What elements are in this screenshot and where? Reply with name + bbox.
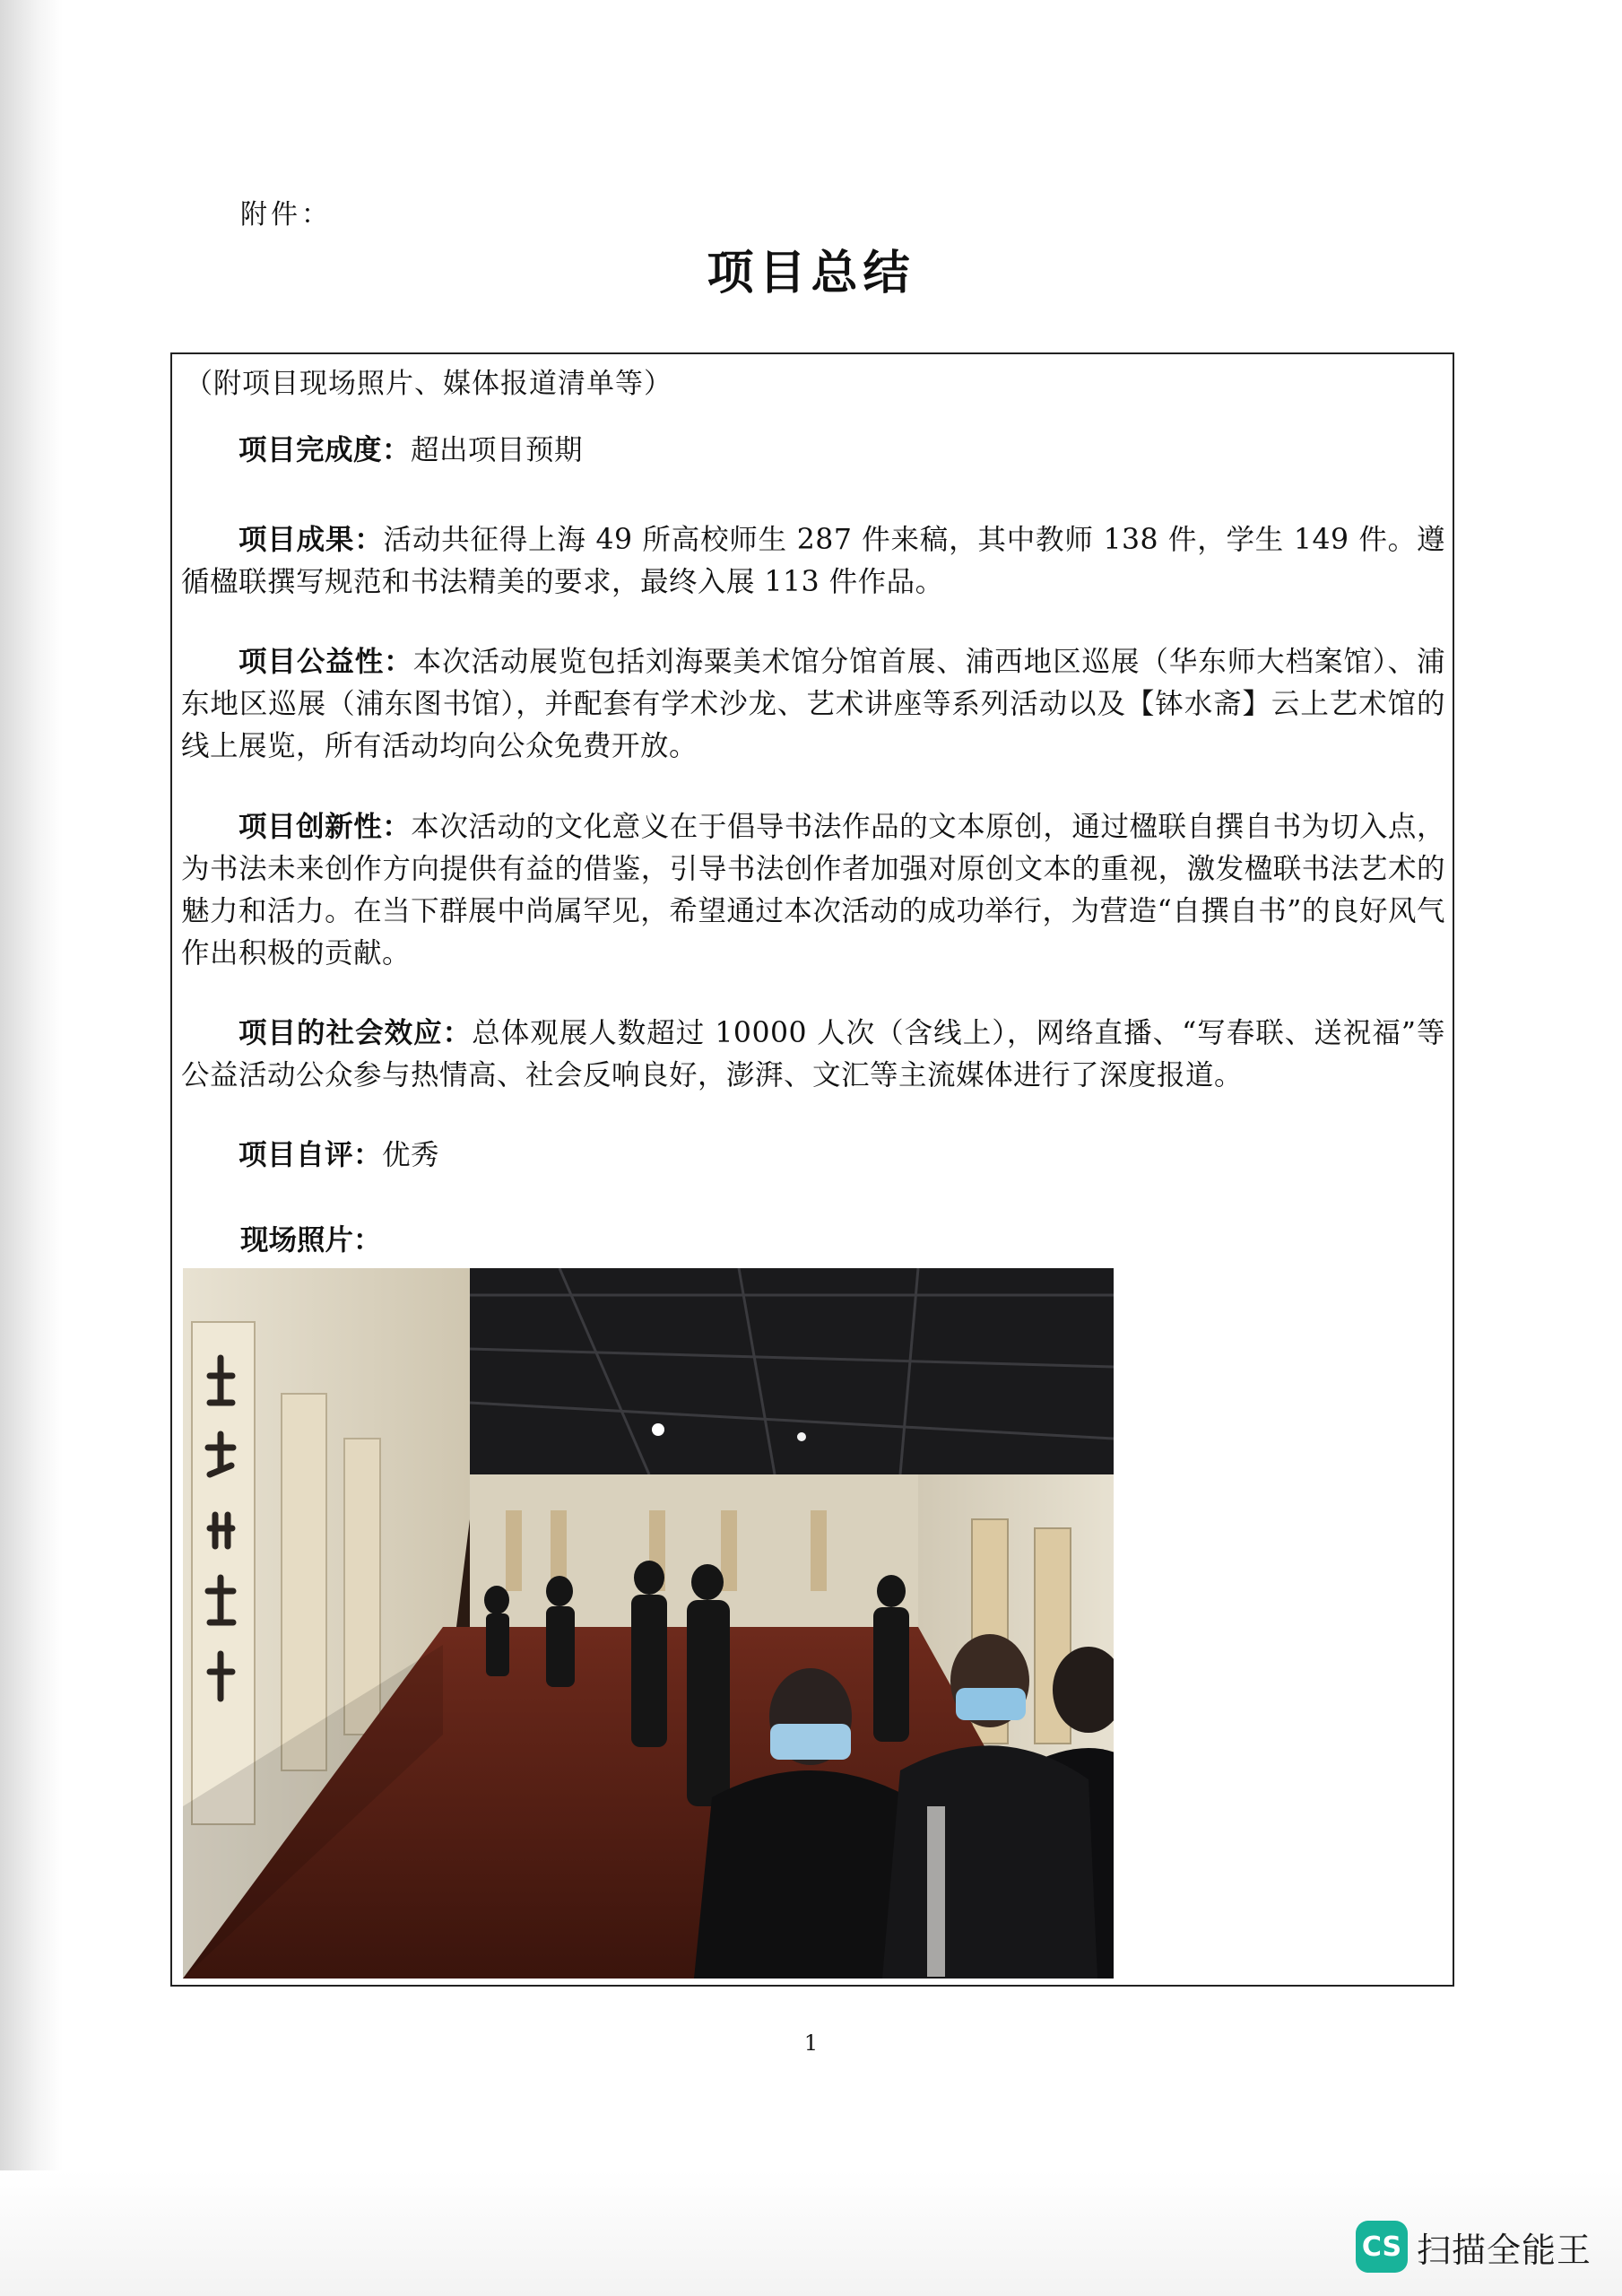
camscanner-logo-icon: CS bbox=[1356, 2221, 1408, 2273]
section-text: 本次活动的文化意义在于倡导书法作品的文本原创，通过楹联自撰自书为切入点，为书法未来创作方向提供有益的借鉴，引导书法创作者加强对原创文本的重视，激发楹联书法艺术的魅力和活力。在当下群展中尚属罕见，希望通过本次活动的成功举行，为营造“自撰自书”的良好风气作出积极的贡献。 bbox=[181, 811, 1445, 970]
section-text: 超出项目预期 bbox=[411, 434, 584, 466]
section-innovation bbox=[181, 805, 1445, 975]
section-label: 项目自评： bbox=[239, 1138, 383, 1171]
section-social-effect bbox=[181, 1012, 1445, 1097]
attachment-note: （附项目现场照片、媒体报道清单等） bbox=[185, 368, 672, 400]
section-label: 项目创新性： bbox=[239, 810, 412, 843]
section-self-evaluation bbox=[181, 1134, 1445, 1177]
section-public-welfare bbox=[181, 640, 1445, 768]
section-results bbox=[181, 518, 1445, 604]
attachment-label: 附件： bbox=[240, 199, 332, 230]
section-label: 项目公益性： bbox=[239, 645, 413, 678]
camscanner-text: 扫描全能王 bbox=[1417, 2230, 1592, 2270]
camscanner-watermark bbox=[1356, 2219, 1592, 2274]
page-title: 项目总结 bbox=[707, 246, 915, 300]
scan-shadow bbox=[0, 0, 63, 2296]
section-text: 优秀 bbox=[382, 1139, 440, 1171]
page-number: 1 bbox=[803, 2031, 819, 2056]
section-text: 本次活动展览包括刘海粟美术馆分馆首展、浦西地区巡展（华东师大档案馆）、浦东地区巡展（浦东图书馆），并配套有学术沙龙、艺术讲座等系列活动以及【钵水斋】云上艺术馆的线上展览，所有活动均向公众免费开放。 bbox=[181, 646, 1445, 762]
section-label: 项目完成度： bbox=[239, 433, 412, 466]
section-text: 活动共征得上海 49 所高校师生 287 件来稿，其中教师 138 件，学生 149 件。遵循楹联撰写规范和书法精美的要求，最终入展 113 件作品。 bbox=[181, 524, 1445, 598]
photo-label: 现场照片： bbox=[240, 1223, 382, 1257]
section-label: 项目的社会效应： bbox=[239, 1016, 473, 1049]
section-completion bbox=[181, 429, 1445, 472]
section-text: 总体观展人数超过 10000 人次（含线上），网络直播、“写春联、送祝福”等公益活动公众参与热情高、社会反响良好，澎湃、文汇等主流媒体进行了深度报道。 bbox=[181, 1017, 1445, 1091]
exhibition-photo bbox=[183, 1268, 1114, 1979]
section-label: 项目成果： bbox=[239, 523, 384, 556]
